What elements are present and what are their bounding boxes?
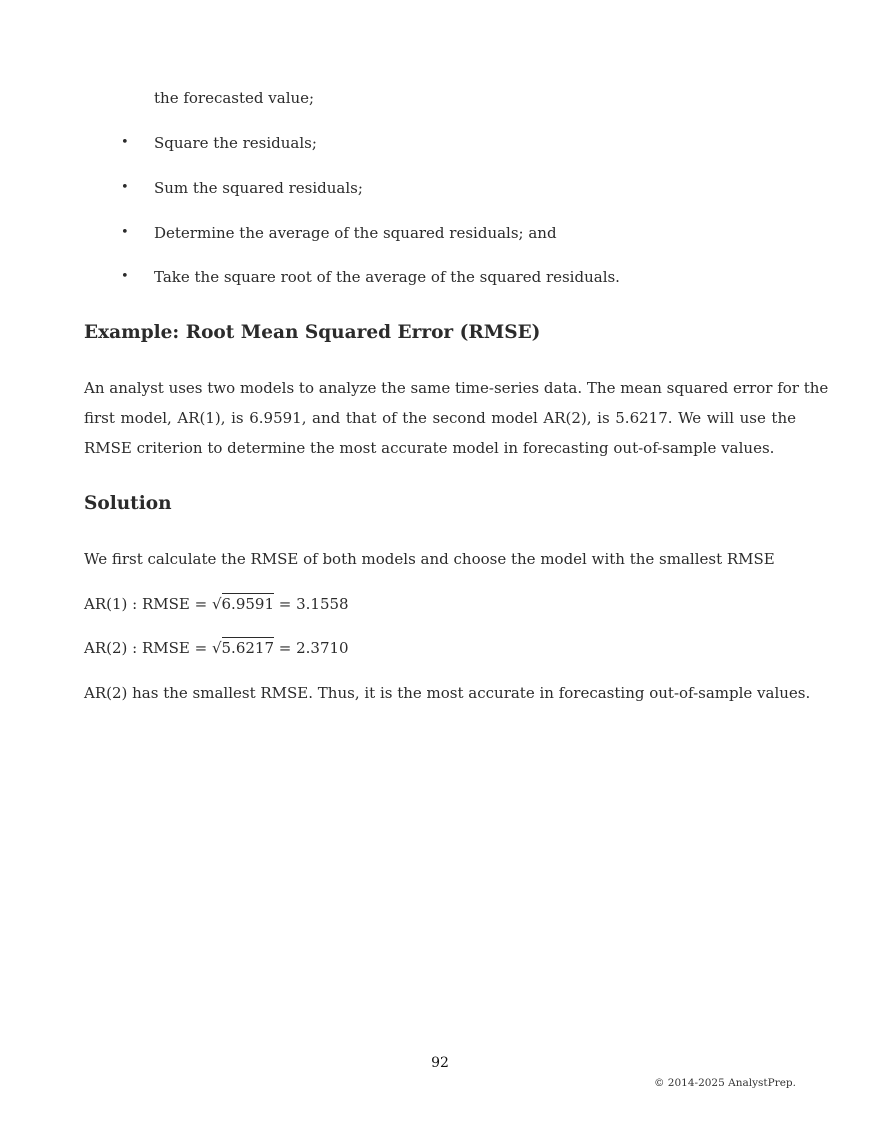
bullet-marker: • [121,225,129,240]
list-continuation-text: the forecasted value; [154,89,315,107]
bullet-marker: • [121,180,129,195]
rmse-equation-ar2 [84,638,349,658]
page-number: 92 [431,1055,449,1071]
solution-intro-text: We first calculate the RMSE of both models and choose the model with the smallest RMSE [84,550,775,568]
equation-radicand: 5.6217 [221,639,275,657]
equation-radicand: 6.9591 [221,595,275,613]
rmse-equation-ar1 [84,594,349,614]
example-heading: Example: Root Mean Squared Error (RMSE) [84,322,541,343]
equation-rhs: = 3.1558 [274,595,349,613]
equation-lhs: AR(2) : RMSE = [84,639,212,657]
solution-heading: Solution [84,493,172,514]
list-item: Take the square root of the average of the squared residuals. [154,268,620,286]
solution-conclusion-text: AR(2) has the smallest RMSE. Thus, it is the most accurate in forecasting out-of-sample values. [84,684,811,702]
example-paragraph [84,373,829,463]
list-item: Determine the average of the squared residuals; and [154,224,557,242]
list-item: Sum the squared residuals; [154,179,363,197]
list-item: Square the residuals; [154,134,317,152]
paragraph-line: first model, AR(1), is 6.9591, and that of the second model AR(2), is 5.6217. We will use the [84,409,796,427]
bullet-marker: • [121,269,129,284]
paragraph-line: An analyst uses two models to analyze the same time-series data. The mean squared error for the [84,379,829,397]
copyright-notice: © 2014-2025 AnalystPrep. [653,1077,796,1089]
bullet-marker: • [121,135,129,150]
paragraph-line: RMSE criterion to determine the most accurate model in forecasting out-of-sample values. [84,439,775,457]
equation-lhs: AR(1) : RMSE = [84,595,212,613]
sqrt-symbol: √ [211,639,222,657]
equation-rhs: = 2.3710 [274,639,349,657]
sqrt-symbol: √ [211,595,222,613]
